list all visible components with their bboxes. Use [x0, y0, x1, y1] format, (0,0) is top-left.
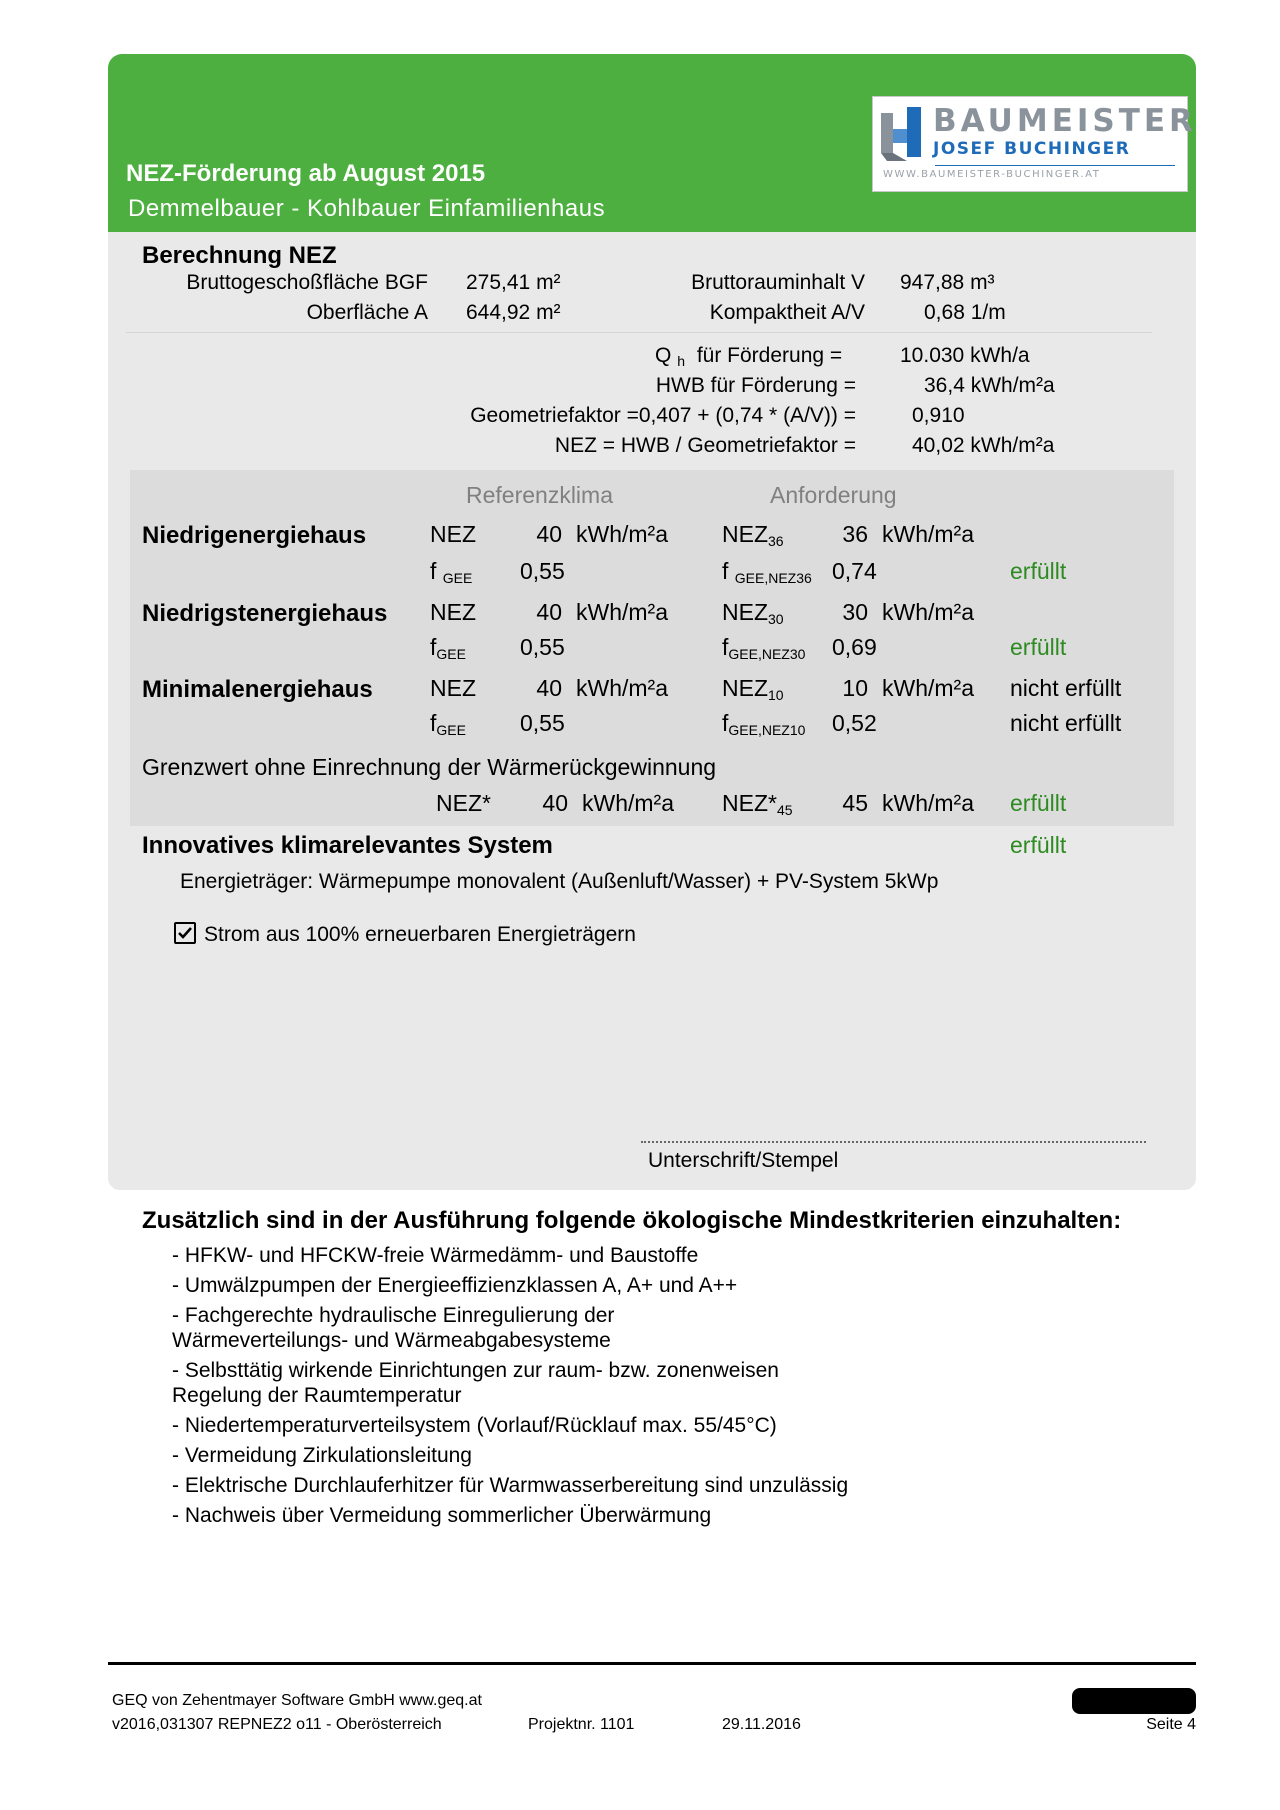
req-fgee-value: 0,74	[832, 558, 877, 584]
surface-label: Oberfläche A	[306, 301, 428, 324]
status-label: erfüllt	[1010, 790, 1067, 816]
qh-label-rest: für Förderung =	[696, 344, 843, 367]
document-title: NEZ-Förderung ab August 2015	[126, 160, 486, 187]
footer-version: v2016,031307 REPNEZ2 o11 - Oberösterreich	[112, 1716, 442, 1733]
row-name: Minimalenergiehaus	[142, 676, 373, 703]
logo-name: BAUMEISTER	[933, 103, 1197, 139]
checkbox-label: Strom aus 100% erneuerbaren Energieträgern	[204, 923, 636, 946]
column-header-requirement: Anforderung	[770, 482, 897, 508]
footer-date: 29.11.2016	[722, 1716, 801, 1733]
criteria-item: - Nachweis über Vermeidung sommerlicher Überwärmung	[172, 1504, 712, 1527]
status-label: erfüllt	[1010, 832, 1067, 858]
compactness-label: Kompaktheit A/V	[709, 301, 865, 324]
bgf-value: 275,41 m²	[466, 271, 561, 294]
ref-nez-unit: kWh/m²a	[576, 521, 668, 547]
req-nez-value: 30	[842, 599, 868, 625]
criteria-item: - HFKW- und HFCKW-freie Wärmedämm- und Baustoffe	[172, 1244, 699, 1267]
grenzwert-req-value: 45	[842, 790, 868, 816]
status-label: erfüllt	[1010, 634, 1067, 660]
document-subtitle: Demmelbauer - Kohlbauer Einfamilienhaus	[128, 195, 606, 222]
ref-nez-label: NEZ	[430, 521, 476, 547]
divider	[126, 332, 1152, 333]
ref-fgee-value: 0,55	[520, 558, 565, 584]
qh-label	[655, 344, 842, 369]
criteria-item: - Umwälzpumpen der Energieeffizienzklassen A, A+ und A++	[172, 1274, 738, 1297]
ref-nez-label: NEZ	[430, 675, 476, 701]
req-fgee-value: 0,52	[832, 710, 877, 736]
hwb-label: HWB für Förderung =	[655, 374, 856, 397]
geometry-label: Geometriefaktor =0,407 + (0,74 * (A/V)) =	[470, 404, 856, 427]
qh-label-q: Q	[655, 344, 672, 367]
logo-divider	[935, 165, 1175, 166]
req-nez-label: $NEZ_{30}$	[722, 599, 784, 627]
req-fgee-label: f $_{GEE,NEZ36}$	[722, 558, 812, 586]
ref-fgee-value: 0,55	[520, 634, 565, 660]
renewable-checkbox[interactable]	[174, 922, 196, 944]
hwb-value: 36,4 kWh/m²a	[924, 374, 1055, 397]
nez-value: 40,02 kWh/m²a	[912, 434, 1055, 457]
ref-fgee-label: $f_{GEE}$	[430, 634, 466, 662]
ref-fgee-label: $f_{GEE}$	[430, 710, 466, 738]
req-fgee-value: 0,69	[832, 634, 877, 660]
grenzwert-req-label: $NEZ*_{45}$	[722, 790, 793, 818]
qh-label-sub: h	[677, 353, 685, 369]
footer-page-number: Seite 4	[1146, 1716, 1196, 1733]
qh-value: 10.030 kWh/a	[900, 344, 1030, 367]
criteria-item: - Niedertemperaturverteilsystem (Vorlauf/Rücklauf max. 55/45°C)	[172, 1414, 777, 1437]
ref-nez-value: 40	[536, 521, 562, 547]
req-nez-unit: kWh/m²a	[882, 521, 974, 547]
status-label: nicht erfüllt	[1010, 675, 1122, 701]
ref-fgee-value: 0,55	[520, 710, 565, 736]
ref-nez-label: NEZ	[430, 599, 476, 625]
req-fgee-label: $f_{GEE,NEZ10}$	[722, 710, 806, 738]
req-fgee-label: $f_{GEE,NEZ30}$	[722, 634, 806, 662]
ref-nez-unit: kWh/m²a	[576, 599, 668, 625]
innovative-heading: Innovatives klimarelevantes System	[142, 832, 553, 859]
signature-line	[641, 1141, 1146, 1143]
req-nez-value: 36	[842, 521, 868, 547]
logo-subname: JOSEF BUCHINGER	[933, 139, 1131, 159]
ref-fgee-label: f $_{GEE}$	[430, 558, 473, 586]
company-logo	[872, 96, 1197, 192]
row-name: Niedrigenergiehaus	[142, 522, 367, 549]
footer-software: GEQ von Zehentmayer Software GmbH www.geq.at	[112, 1692, 482, 1709]
footer-divider	[108, 1662, 1196, 1665]
ref-nez-unit: kWh/m²a	[576, 675, 668, 701]
criteria-item: - Vermeidung Zirkulationsleitung	[172, 1444, 472, 1467]
grenzwert-heading: Grenzwert ohne Einrechnung der Wärmerückgewinnung	[142, 754, 717, 780]
criteria-item: - Elektrische Durchlauferhitzer für Warmwasserbereitung sind unzulässig	[172, 1474, 849, 1497]
footer-project-number: Projektnr. 1101	[528, 1716, 635, 1733]
column-header-reference: Referenzklima	[466, 482, 613, 508]
req-nez-unit: kWh/m²a	[882, 599, 974, 625]
surface-value: 644,92 m²	[466, 301, 561, 324]
grenzwert-unit: kWh/m²a	[582, 790, 674, 816]
grenzwert-value: 40	[542, 790, 568, 816]
check-icon	[177, 925, 193, 941]
logo-url: WWW.BAUMEISTER-BUCHINGER.AT	[883, 169, 1101, 180]
building-logo-icon	[881, 107, 923, 161]
volume-value: 947,88 m³	[900, 271, 995, 294]
status-label: erfüllt	[1010, 558, 1067, 584]
criteria-item-continued: Regelung der Raumtemperatur	[172, 1384, 462, 1407]
criteria-item: - Selbsttätig wirkende Einrichtungen zur raum- bzw. zonenweisen	[172, 1359, 779, 1382]
criteria-item-continued: Wärmeverteilungs- und Wärmeabgabesysteme	[172, 1329, 611, 1352]
grenzwert-req-unit: kWh/m²a	[882, 790, 974, 816]
req-nez-value: 10	[842, 675, 868, 701]
ref-nez-value: 40	[536, 599, 562, 625]
req-nez-label: $NEZ_{36}$	[722, 521, 784, 549]
calc-heading: Berechnung NEZ	[142, 242, 337, 269]
compactness-value: 0,68 1/m	[924, 301, 1006, 324]
bgf-label: Bruttogeschoßfläche BGF	[186, 271, 428, 294]
geometry-value: 0,910	[912, 404, 965, 427]
signature-label: Unterschrift/Stempel	[648, 1149, 839, 1172]
criteria-item: - Fachgerechte hydraulische Einregulierung der	[172, 1304, 615, 1327]
volume-label: Bruttorauminhalt V	[691, 271, 865, 294]
grenzwert-label: NEZ*	[436, 790, 491, 816]
req-nez-label: $NEZ_{10}$	[722, 675, 784, 703]
nez-label: NEZ = HWB / Geometriefaktor =	[554, 434, 856, 457]
criteria-heading: Zusätzlich sind in der Ausführung folgende ökologische Mindestkriterien einzuhalten:	[142, 1207, 1122, 1234]
req-nez-unit: kWh/m²a	[882, 675, 974, 701]
energy-source: Energieträger: Wärmepumpe monovalent (Außenluft/Wasser) + PV-System 5kWp	[180, 870, 939, 893]
redaction-bar	[1072, 1688, 1196, 1714]
row-name: Niedrigstenergiehaus	[142, 600, 388, 627]
ref-nez-value: 40	[536, 675, 562, 701]
status-label: nicht erfüllt	[1010, 710, 1122, 736]
